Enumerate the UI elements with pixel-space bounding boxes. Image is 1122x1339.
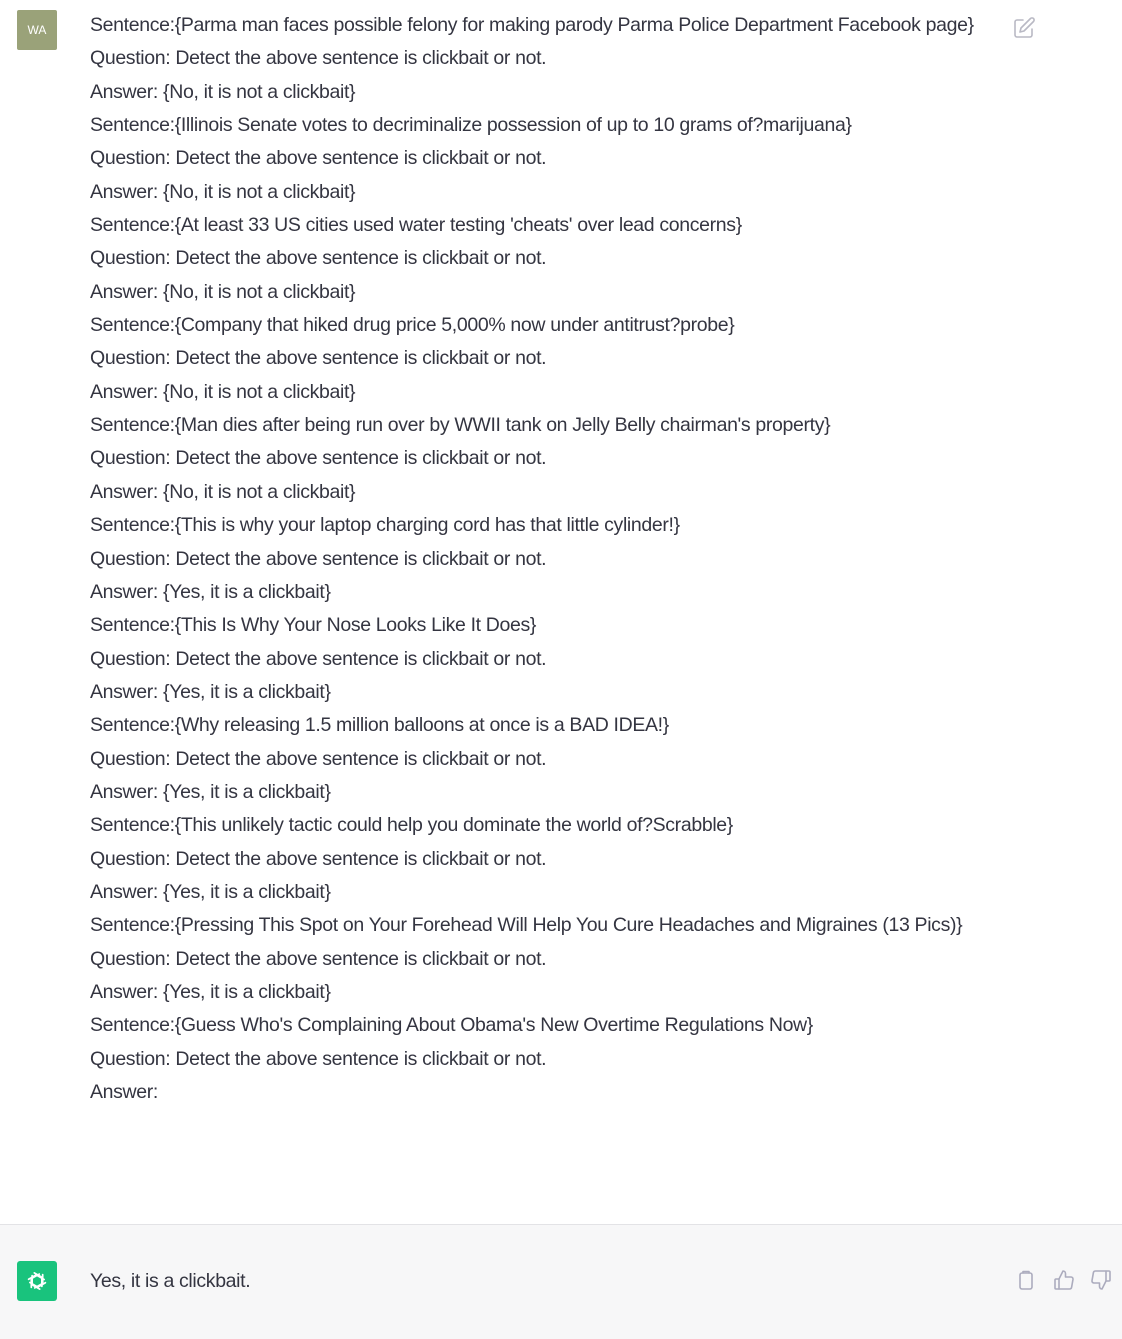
- clipboard-icon[interactable]: [1014, 1268, 1038, 1292]
- edit-icon[interactable]: [1012, 16, 1036, 40]
- user-avatar: [17, 10, 57, 50]
- thumbs-up-icon[interactable]: [1052, 1268, 1076, 1292]
- assistant-avatar: [17, 1261, 57, 1301]
- user-message-text: Sentence:{Parma man faces possible felony for making parody Parma Police Department Facebook page} Question: Detect the above sentence is clickbait or not. Answer: {No, it is not a clickbait} Sentence:{Illinois Senate votes to decriminalize possession of up to 10 grams of?marijuana} Question: Detect the above sentence is clickbait or not. Answer: {No, it is not a clickbait} Sentence:{At least 33 US cities used water testing 'cheats' over lead concerns} Question: Detect the above sentence is clickbait or not. Answer: {No, it is not a clickbait} Sentence:{Company that hiked drug price 5,000% now under antitrust?probe} Question: Detect the above sentence is clickbait or not. Answer: {No, it is not a clickbait} Sentence:{Man dies after being run over by WWII tank on Jelly Belly chairman's property} Question: Detect the above sentence is clickbait or not. Answer: {No, it is not a clickbait} Sentence:{This is why your laptop charging cord has that little cylinder!} Question: Detect the above sentence is clickbait or not. Answer: {Yes, it is a clickbait} Sentence:{This Is Why Your Nose Looks Like It Does} Question: Detect the above sentence is clickbait or not. Answer: {Yes, it is a clickbait} Sentence:{Why releasing 1.5 million balloons at once is a BAD IDEA!} Question: Detect the above sentence is clickbait or not. Answer: {Yes, it is a clickbait} Sentence:{This unlikely tactic could help you dominate the world of?Scrabble} Question: Detect the above sentence is clickbait or not. Answer: {Yes, it is a clickbait} Sentence:{Pressing This Spot on Your Forehead Will Help You Cure Headaches and Migraines (13 Pics)} Question: Detect the above sentence is clickbait or not. Answer: {Yes, it is a clickbait} Sentence:{Guess Who's Complaining About Obama's New Overtime Regulations Now} Question: Detect the above sentence is clickbait or not. Answer:: [90, 14, 974, 1103]
- assistant-message-text: Yes, it is a clickbait.: [90, 1270, 251, 1292]
- thumbs-down-icon[interactable]: [1089, 1268, 1113, 1292]
- user-avatar-initials: WA: [27, 23, 47, 37]
- openai-logo-icon: [24, 1268, 50, 1294]
- assistant-message: [0, 1225, 1122, 1339]
